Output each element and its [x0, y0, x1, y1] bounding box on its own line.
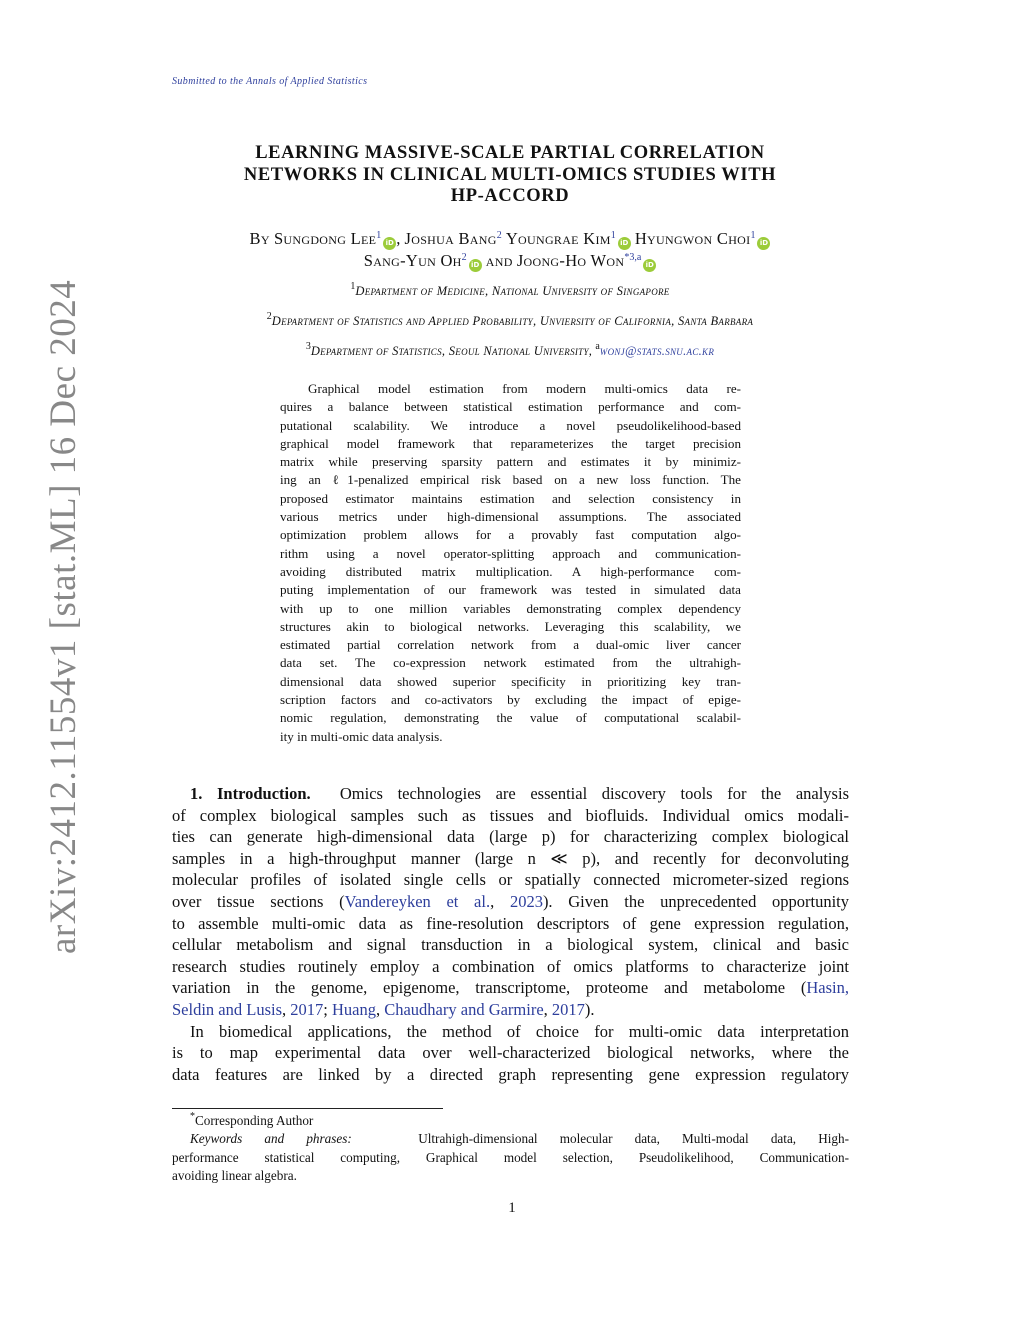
- body-text: ,: [375, 999, 385, 1019]
- citation-year-link[interactable]: 2023: [509, 891, 543, 911]
- abstract-line: proposed estimator maintains estimation and selection consistency in: [280, 490, 741, 506]
- abstract-line: ing an ℓ1-penalized empirical risk based on a new loss function. The: [280, 472, 741, 488]
- body-line: data features are linked by a directed graph representing gene expression regulatory: [172, 1064, 849, 1084]
- citation-link[interactable]: Vandereyken et al.: [344, 891, 491, 911]
- author-name: Sang-Yun Oh: [363, 251, 462, 270]
- body-line: [172, 891, 849, 913]
- arxiv-identifier: arXiv:2412.11554v1 [stat.ML] 16 Dec 2024: [43, 279, 84, 954]
- section-heading: 1. Introduction.: [190, 784, 311, 803]
- body-line: research studies routinely employ a combination of omics platforms to characterize joint: [172, 956, 849, 976]
- abstract-line: putational scalability. We introduce a novel pseudolikelihood-based: [280, 417, 741, 433]
- body-text: variation in the genome, epigenome, transcriptome, proteome and metabolome (: [172, 978, 807, 998]
- title-line: HP-ACCORD: [450, 186, 570, 206]
- introduction-section: [172, 783, 849, 1085]
- byline-prefix: By: [249, 229, 270, 248]
- title-line: NETWORKS IN CLINICAL MULTI-OMICS STUDIES WITH: [243, 164, 777, 185]
- author-conjunction: and: [485, 251, 513, 270]
- email-sup: a: [595, 341, 600, 352]
- author-affil-sup: 1: [610, 230, 616, 241]
- abstract-line: estimated partial correlation network from a dual-omic liver cancer: [280, 637, 741, 653]
- body-text: ,: [490, 891, 510, 911]
- body-line: In biomedical applications, the method of choice for multi-omic data interpretation: [190, 1021, 849, 1041]
- author-affil-sup: 2: [496, 230, 502, 241]
- paper-title: [160, 143, 860, 208]
- orcid-icon[interactable]: iD: [618, 237, 631, 250]
- body-line: molecular profiles of isolated single cells or spatially connected micrometer-sized regions: [172, 870, 849, 890]
- abstract-line: ity in multi-omic data analysis.: [280, 728, 443, 744]
- body-line: is to map experimental data over well-characterized biological networks, where the: [172, 1043, 849, 1063]
- abstract-line: various metrics under high-dimensional assumptions. The associated: [280, 509, 741, 525]
- author-name: Youngrae Kim: [505, 229, 611, 248]
- body-line: samples in a high-throughput manner (large n ≪ p), and recently for deconvoluting: [172, 848, 849, 868]
- abstract-line: nomic regulation, demonstrating the value of computational scalabil-: [280, 710, 741, 726]
- body-line: to assemble multi-omic data as fine-resolution descriptors of gene expression regulation,: [172, 913, 849, 933]
- abstract-line: graphical model framework that reparameterizes the target precision: [280, 435, 741, 451]
- body-line: [172, 999, 849, 1021]
- body-line: of complex biological samples such as tissues and biofluids. Individual omics modali-: [172, 805, 849, 825]
- orcid-icon[interactable]: iD: [757, 237, 770, 250]
- footnotes: [172, 1112, 849, 1185]
- citation-year-link[interactable]: 2017: [551, 999, 585, 1019]
- affiliation-1: [120, 281, 900, 299]
- affiliation-2: [120, 311, 900, 329]
- keywords-text: Ultrahigh-dimensional molecular data, Multi-modal data, High-: [418, 1131, 850, 1147]
- citation-link[interactable]: Seldin and Lusis: [172, 999, 282, 1019]
- orcid-icon[interactable]: iD: [643, 259, 656, 272]
- abstract-line: optimization problem allows for a provably fast computation algo-: [280, 527, 741, 543]
- author-name: Joshua Bang: [404, 229, 497, 248]
- body-text: ). Given the unprecedented opportunity: [542, 891, 850, 911]
- keywords-line: avoiding linear algebra.: [172, 1167, 297, 1183]
- affiliation-sup: 2: [266, 311, 272, 322]
- orcid-icon[interactable]: iD: [383, 237, 396, 250]
- body-text: over tissue sections (: [172, 891, 345, 911]
- author-affil-sup: 1: [750, 230, 756, 241]
- abstract-line: scription factors and co-activators by excluding the impact of epige-: [280, 692, 741, 708]
- affiliation-sup: 1: [350, 281, 356, 292]
- abstract: [280, 380, 741, 746]
- keywords-line: performance statistical computing, Graphical model selection, Pseudolikelihood, Communication-: [172, 1149, 849, 1165]
- citation-link[interactable]: Hasin,: [806, 978, 849, 998]
- author-name: Hyungwon Choi: [634, 229, 751, 248]
- abstract-line: data set. The co-expression network estimated from the ultrahigh-: [280, 655, 741, 671]
- body-text: ,: [282, 999, 291, 1019]
- affiliation-3: [120, 341, 900, 359]
- abstract-line: puting implementation of our framework was tested in simulated data: [280, 582, 741, 598]
- author-affil-sup: 2: [461, 252, 467, 263]
- abstract-line: dimensional data showed superior specificity in prioritizing key tran-: [280, 673, 741, 689]
- body-line: ties can generate high-dimensional data (large p) for characterizing complex biological: [172, 827, 849, 847]
- keywords-label: Keywords and phrases:: [190, 1131, 352, 1147]
- page-number: 1: [508, 1200, 516, 1216]
- abstract-line: matrix while preserving sparsity pattern and estimates it by minimiz-: [280, 454, 741, 470]
- citation-year-link[interactable]: 2017: [290, 999, 324, 1019]
- abstract-line: with up to one million variables demonstrating complex dependency: [280, 600, 741, 616]
- author-separator: ,: [396, 229, 401, 248]
- footnote-rule: [172, 1108, 443, 1109]
- abstract-line: avoiding distributed matrix multiplication. A high-performance com-: [280, 563, 741, 579]
- affiliation-sup: 3: [305, 341, 311, 352]
- citation-link[interactable]: Huang: [331, 999, 376, 1019]
- body-line: cellular metabolism and signal transduction in a biological system, clinical and basic: [172, 935, 849, 955]
- author-affil-sup: 1: [376, 230, 382, 241]
- footnote-marker: *: [190, 1111, 195, 1122]
- orcid-icon[interactable]: iD: [469, 259, 482, 272]
- abstract-line: quires a balance between statistical estimation performance and com-: [280, 399, 741, 415]
- abstract-line: structures akin to biological networks. Leveraging this scalability, we: [280, 618, 741, 634]
- author-name: Joong-Ho Won: [516, 251, 625, 270]
- affiliation-text: Department of Statistics, Seoul National University,: [310, 344, 593, 358]
- abstract-line: rithm using a novel operator-splitting approach and communication-: [280, 545, 741, 561]
- author-list: [140, 228, 880, 272]
- citation-link[interactable]: Chaudhary and Garmire: [384, 999, 544, 1019]
- affiliation-text: Department of Medicine, National University of Singapore: [355, 284, 670, 298]
- affiliation-text: Department of Statistics and Applied Probability, Unviersity of California, Santa Barbara: [271, 314, 754, 328]
- author-affil-sup: *3,a: [624, 252, 642, 263]
- abstract-line: Graphical model estimation from modern multi-omics data re-: [308, 381, 741, 396]
- title-line: LEARNING MASSIVE-SCALE PARTIAL CORRELATION: [255, 143, 765, 163]
- body-text: Omics technologies are essential discovery tools for the analysis: [339, 784, 849, 803]
- author-name: Sungdong Lee: [273, 229, 377, 248]
- journal-header: Submitted to the Annals of Applied Statistics: [172, 76, 368, 87]
- body-text: ,: [543, 999, 552, 1019]
- body-text: ).: [584, 999, 595, 1019]
- email-link[interactable]: wonj@stats.snu.ac.kr: [599, 344, 715, 358]
- body-text: ;: [323, 999, 332, 1019]
- body-line: [172, 977, 849, 999]
- footnote-text: Corresponding Author: [195, 1113, 314, 1128]
